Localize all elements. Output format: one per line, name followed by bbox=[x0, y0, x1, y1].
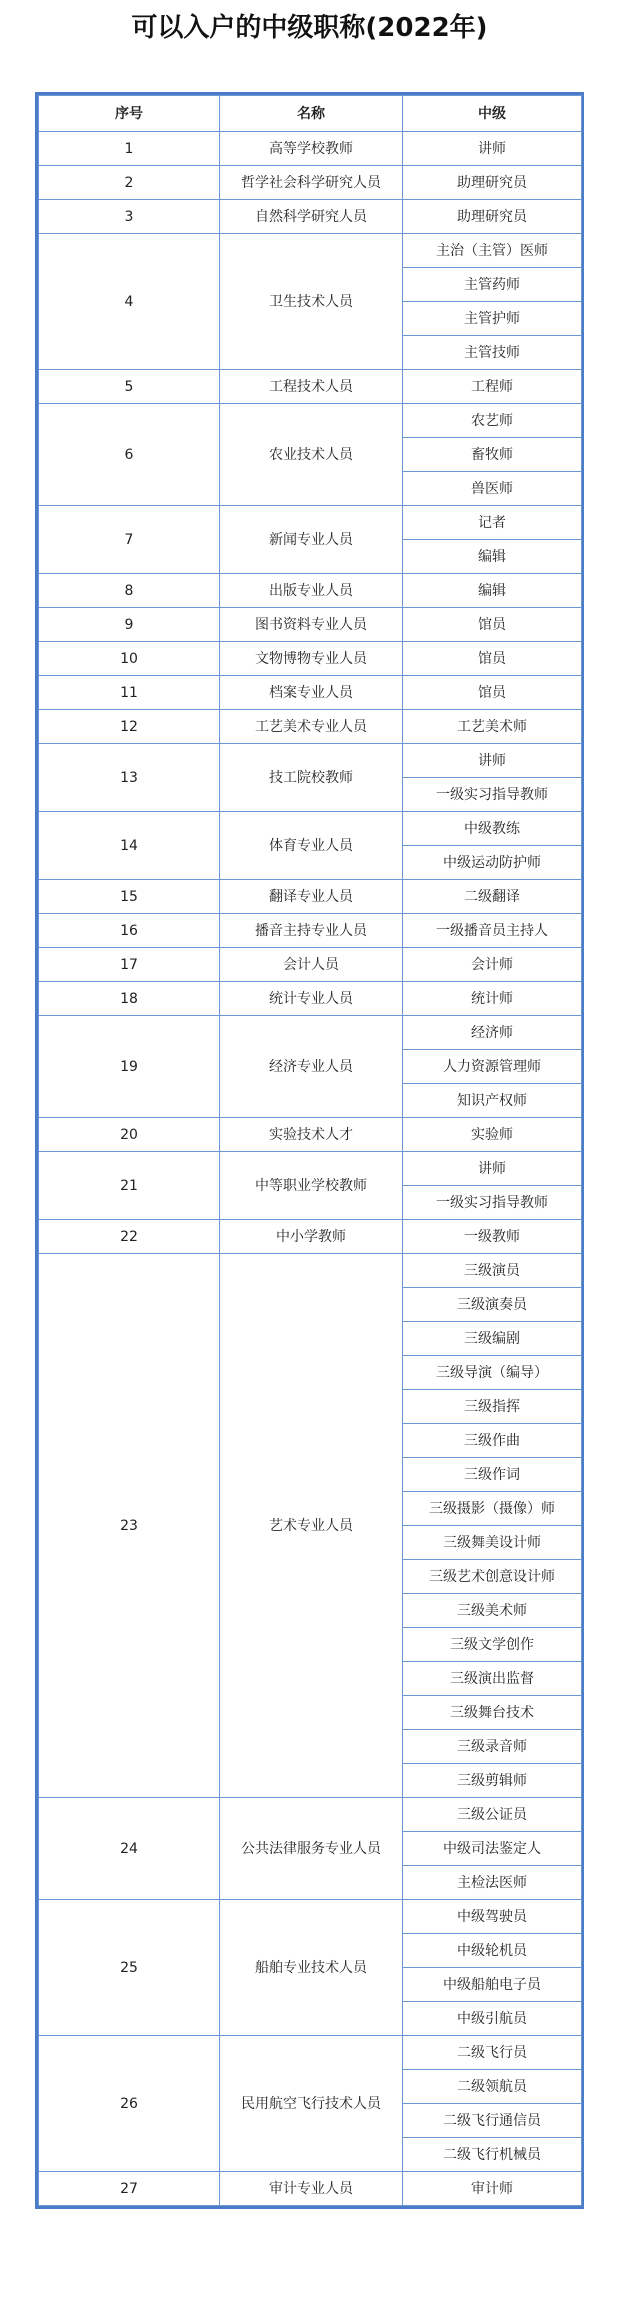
intermediate-title: 三级演出监督 bbox=[403, 1662, 582, 1696]
intermediate-title: 工艺美术师 bbox=[403, 710, 582, 744]
row-number: 16 bbox=[39, 914, 220, 948]
row-number: 21 bbox=[39, 1152, 220, 1220]
row-number: 7 bbox=[39, 506, 220, 574]
title-table bbox=[38, 95, 582, 2206]
row-number: 2 bbox=[39, 166, 220, 200]
category-name: 自然科学研究人员 bbox=[220, 200, 403, 234]
intermediate-title: 实验师 bbox=[403, 1118, 582, 1152]
intermediate-title: 三级演奏员 bbox=[403, 1288, 582, 1322]
table-row bbox=[39, 1220, 582, 1254]
table-row bbox=[39, 1900, 582, 1934]
intermediate-title: 农艺师 bbox=[403, 404, 582, 438]
intermediate-title: 三级剪辑师 bbox=[403, 1764, 582, 1798]
category-name: 审计专业人员 bbox=[220, 2172, 403, 2206]
intermediate-title: 馆员 bbox=[403, 608, 582, 642]
table-row bbox=[39, 812, 582, 846]
table-row bbox=[39, 574, 582, 608]
category-name: 翻译专业人员 bbox=[220, 880, 403, 914]
intermediate-title: 中级船舶电子员 bbox=[403, 1968, 582, 2002]
row-number: 15 bbox=[39, 880, 220, 914]
row-number: 5 bbox=[39, 370, 220, 404]
row-number: 17 bbox=[39, 948, 220, 982]
table-row bbox=[39, 744, 582, 778]
category-name: 工艺美术专业人员 bbox=[220, 710, 403, 744]
header-no: 序号 bbox=[39, 96, 220, 132]
category-name: 体育专业人员 bbox=[220, 812, 403, 880]
intermediate-title: 中级轮机员 bbox=[403, 1934, 582, 1968]
table-row bbox=[39, 710, 582, 744]
row-number: 23 bbox=[39, 1254, 220, 1798]
header-level: 中级 bbox=[403, 96, 582, 132]
intermediate-title: 二级飞行员 bbox=[403, 2036, 582, 2070]
table-row bbox=[39, 914, 582, 948]
row-number: 11 bbox=[39, 676, 220, 710]
intermediate-title: 兽医师 bbox=[403, 472, 582, 506]
row-number: 3 bbox=[39, 200, 220, 234]
table-row bbox=[39, 506, 582, 540]
intermediate-title: 三级舞台技术 bbox=[403, 1696, 582, 1730]
intermediate-title: 三级演员 bbox=[403, 1254, 582, 1288]
table-row bbox=[39, 1152, 582, 1186]
row-number: 22 bbox=[39, 1220, 220, 1254]
row-number: 9 bbox=[39, 608, 220, 642]
category-name: 播音主持专业人员 bbox=[220, 914, 403, 948]
row-number: 1 bbox=[39, 132, 220, 166]
intermediate-title: 二级飞行机械员 bbox=[403, 2138, 582, 2172]
category-name: 会计人员 bbox=[220, 948, 403, 982]
category-name: 中小学教师 bbox=[220, 1220, 403, 1254]
intermediate-title: 编辑 bbox=[403, 574, 582, 608]
intermediate-title: 三级舞美设计师 bbox=[403, 1526, 582, 1560]
category-name: 实验技术人才 bbox=[220, 1118, 403, 1152]
intermediate-title: 三级指挥 bbox=[403, 1390, 582, 1424]
intermediate-title: 三级摄影（摄像）师 bbox=[403, 1492, 582, 1526]
intermediate-title: 助理研究员 bbox=[403, 166, 582, 200]
row-number: 10 bbox=[39, 642, 220, 676]
row-number: 24 bbox=[39, 1798, 220, 1900]
table-row bbox=[39, 880, 582, 914]
table-row bbox=[39, 370, 582, 404]
intermediate-title: 三级编剧 bbox=[403, 1322, 582, 1356]
intermediate-title: 二级翻译 bbox=[403, 880, 582, 914]
row-number: 26 bbox=[39, 2036, 220, 2172]
category-name: 艺术专业人员 bbox=[220, 1254, 403, 1798]
intermediate-title: 审计师 bbox=[403, 2172, 582, 2206]
intermediate-title: 记者 bbox=[403, 506, 582, 540]
intermediate-title: 中级教练 bbox=[403, 812, 582, 846]
category-name: 民用航空飞行技术人员 bbox=[220, 2036, 403, 2172]
category-name: 中等职业学校教师 bbox=[220, 1152, 403, 1220]
category-name: 档案专业人员 bbox=[220, 676, 403, 710]
intermediate-title: 中级驾驶员 bbox=[403, 1900, 582, 1934]
intermediate-title: 主治（主管）医师 bbox=[403, 234, 582, 268]
table-row bbox=[39, 200, 582, 234]
table-row bbox=[39, 132, 582, 166]
category-name: 文物博物专业人员 bbox=[220, 642, 403, 676]
category-name: 统计专业人员 bbox=[220, 982, 403, 1016]
intermediate-title: 一级实习指导教师 bbox=[403, 1186, 582, 1220]
intermediate-title: 主管技师 bbox=[403, 336, 582, 370]
table-row bbox=[39, 1254, 582, 1288]
intermediate-title: 工程师 bbox=[403, 370, 582, 404]
intermediate-title: 主管药师 bbox=[403, 268, 582, 302]
intermediate-title: 人力资源管理师 bbox=[403, 1050, 582, 1084]
intermediate-title: 三级美术师 bbox=[403, 1594, 582, 1628]
intermediate-title: 三级文学创作 bbox=[403, 1628, 582, 1662]
intermediate-title: 二级飞行通信员 bbox=[403, 2104, 582, 2138]
intermediate-title: 经济师 bbox=[403, 1016, 582, 1050]
intermediate-title: 三级作词 bbox=[403, 1458, 582, 1492]
intermediate-title: 主管护师 bbox=[403, 302, 582, 336]
table-row bbox=[39, 642, 582, 676]
intermediate-title: 编辑 bbox=[403, 540, 582, 574]
category-name: 经济专业人员 bbox=[220, 1016, 403, 1118]
table-body bbox=[39, 132, 582, 2206]
table-row bbox=[39, 948, 582, 982]
category-name: 高等学校教师 bbox=[220, 132, 403, 166]
intermediate-title: 三级作曲 bbox=[403, 1424, 582, 1458]
intermediate-title: 三级导演（编导） bbox=[403, 1356, 582, 1390]
header-name: 名称 bbox=[220, 96, 403, 132]
row-number: 8 bbox=[39, 574, 220, 608]
intermediate-title: 一级实习指导教师 bbox=[403, 778, 582, 812]
intermediate-title: 知识产权师 bbox=[403, 1084, 582, 1118]
intermediate-title: 会计师 bbox=[403, 948, 582, 982]
intermediate-title: 讲师 bbox=[403, 1152, 582, 1186]
category-name: 农业技术人员 bbox=[220, 404, 403, 506]
intermediate-title: 讲师 bbox=[403, 132, 582, 166]
intermediate-title: 讲师 bbox=[403, 744, 582, 778]
intermediate-title: 中级司法鉴定人 bbox=[403, 1832, 582, 1866]
table-row bbox=[39, 166, 582, 200]
intermediate-title: 一级教师 bbox=[403, 1220, 582, 1254]
row-number: 25 bbox=[39, 1900, 220, 2036]
intermediate-title: 三级艺术创意设计师 bbox=[403, 1560, 582, 1594]
table-row bbox=[39, 1798, 582, 1832]
intermediate-title: 中级引航员 bbox=[403, 2002, 582, 2036]
title-table-frame bbox=[35, 92, 584, 2209]
intermediate-title: 三级录音师 bbox=[403, 1730, 582, 1764]
table-row bbox=[39, 2172, 582, 2206]
row-number: 20 bbox=[39, 1118, 220, 1152]
row-number: 12 bbox=[39, 710, 220, 744]
table-row bbox=[39, 1118, 582, 1152]
category-name: 技工院校教师 bbox=[220, 744, 403, 812]
intermediate-title: 中级运动防护师 bbox=[403, 846, 582, 880]
intermediate-title: 馆员 bbox=[403, 642, 582, 676]
category-name: 出版专业人员 bbox=[220, 574, 403, 608]
category-name: 哲学社会科学研究人员 bbox=[220, 166, 403, 200]
intermediate-title: 统计师 bbox=[403, 982, 582, 1016]
row-number: 19 bbox=[39, 1016, 220, 1118]
table-row bbox=[39, 2036, 582, 2070]
row-number: 18 bbox=[39, 982, 220, 1016]
intermediate-title: 畜牧师 bbox=[403, 438, 582, 472]
category-name: 卫生技术人员 bbox=[220, 234, 403, 370]
category-name: 新闻专业人员 bbox=[220, 506, 403, 574]
row-number: 6 bbox=[39, 404, 220, 506]
table-row bbox=[39, 404, 582, 438]
intermediate-title: 助理研究员 bbox=[403, 200, 582, 234]
intermediate-title: 馆员 bbox=[403, 676, 582, 710]
table-row bbox=[39, 1016, 582, 1050]
row-number: 14 bbox=[39, 812, 220, 880]
table-row bbox=[39, 234, 582, 268]
table-row bbox=[39, 608, 582, 642]
intermediate-title: 主检法医师 bbox=[403, 1866, 582, 1900]
row-number: 27 bbox=[39, 2172, 220, 2206]
row-number: 4 bbox=[39, 234, 220, 370]
category-name: 船舶专业技术人员 bbox=[220, 1900, 403, 2036]
table-row bbox=[39, 982, 582, 1016]
table-row bbox=[39, 676, 582, 710]
page-title: 可以入户的中级职称(2022年) bbox=[131, 13, 488, 43]
intermediate-title: 三级公证员 bbox=[403, 1798, 582, 1832]
row-number: 13 bbox=[39, 744, 220, 812]
category-name: 工程技术人员 bbox=[220, 370, 403, 404]
intermediate-title: 一级播音员主持人 bbox=[403, 914, 582, 948]
intermediate-title: 二级领航员 bbox=[403, 2070, 582, 2104]
category-name: 图书资料专业人员 bbox=[220, 608, 403, 642]
category-name: 公共法律服务专业人员 bbox=[220, 1798, 403, 1900]
header-row bbox=[39, 96, 582, 132]
